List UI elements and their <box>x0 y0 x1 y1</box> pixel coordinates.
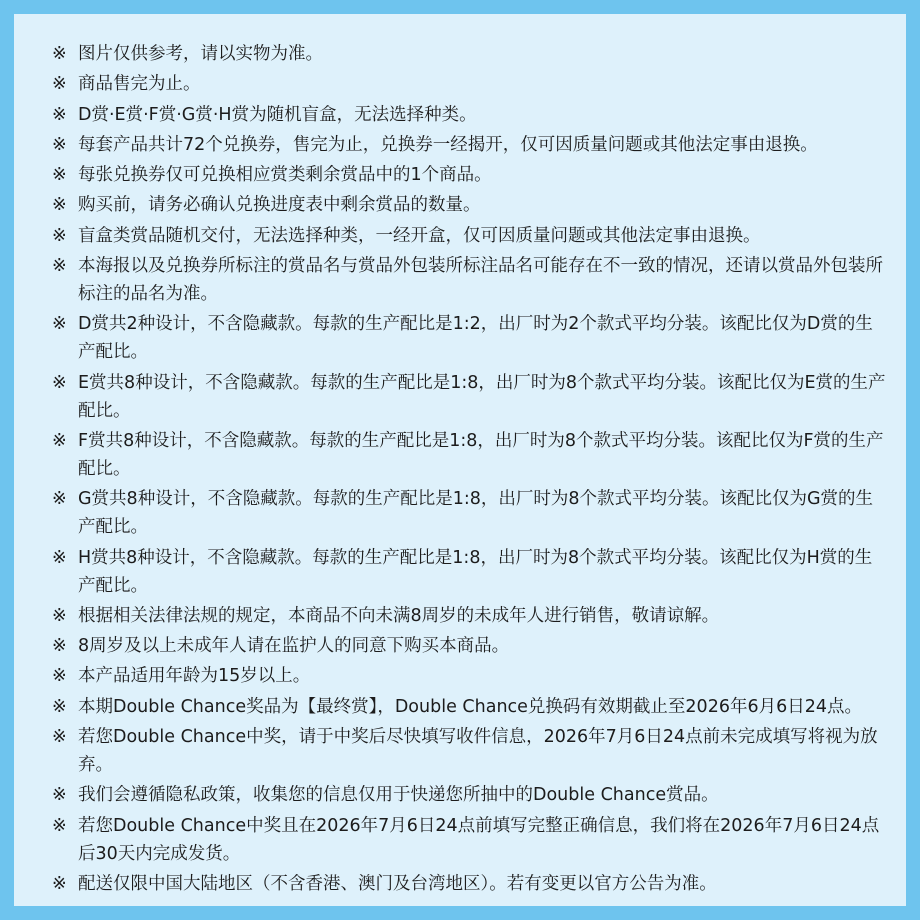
notice-text: 配送仅限中国大陆地区（不含香港、澳门及台湾地区）。若有变更以官方公告为准。 <box>78 873 717 894</box>
reference-mark-icon: ※ <box>52 195 67 216</box>
reference-mark-icon: ※ <box>52 225 67 246</box>
notice-text: 盲盒类赏品随机交付，无法选择种类，一经开盒，仅可因质量问题或其他法定事由退换。 <box>78 225 761 246</box>
reference-mark-icon: ※ <box>52 256 67 277</box>
reference-mark-icon: ※ <box>52 44 67 64</box>
reference-mark-icon: ※ <box>52 74 67 95</box>
reference-mark-icon: ※ <box>52 636 67 657</box>
notice-panel <box>14 14 906 906</box>
reference-mark-icon: ※ <box>52 314 67 335</box>
notice-item <box>52 40 886 68</box>
notice-text: 每套产品共计72个兑换券，售完为止，兑换券一经揭开，仅可因质量问题或其他法定事由退换。 <box>78 134 818 155</box>
notice-item <box>52 252 886 308</box>
notice-item <box>52 70 886 98</box>
notice-text: D赏共2种设计，不含隐藏款。每款的生产配比是1:2，出厂时为2个款式平均分装。该配比仅为D赏的生产配比。 <box>78 314 873 363</box>
notice-text: 我们会遵循隐私政策，收集您的信息仅用于快递您所抽中的Double Chance赏品。 <box>78 785 719 806</box>
notice-item <box>52 191 886 219</box>
notice-item <box>52 369 886 425</box>
notice-item <box>52 723 886 779</box>
reference-mark-icon: ※ <box>52 873 67 894</box>
notice-item <box>52 812 886 868</box>
notice-text: 本海报以及兑换券所标注的赏品名与赏品外包装所标注品名可能存在不一致的情况，还请以赏品外包装所标注的品名为准。 <box>78 256 883 305</box>
notice-text: 8周岁及以上未成年人请在监护人的同意下购买本商品。 <box>78 636 510 657</box>
reference-mark-icon: ※ <box>52 104 67 125</box>
notice-item <box>52 427 886 483</box>
reference-mark-icon: ※ <box>52 134 67 155</box>
reference-mark-icon: ※ <box>52 489 67 510</box>
notice-item <box>52 101 886 129</box>
reference-mark-icon: ※ <box>52 696 67 717</box>
notice-text: 若您Double Chance中奖，请于中奖后尽快填写收件信息，2026年7月6日24点前未完成填写将视为放弃。 <box>78 727 878 776</box>
reference-mark-icon: ※ <box>52 605 67 626</box>
reference-mark-icon: ※ <box>52 785 67 806</box>
notice-text: E赏共8种设计，不含隐藏款。每款的生产配比是1:8，出厂时为8个款式平均分装。该配比仅为E赏的生产配比。 <box>78 372 886 421</box>
notice-item <box>52 781 886 809</box>
reference-mark-icon: ※ <box>52 815 67 836</box>
notice-list <box>52 40 886 898</box>
reference-mark-icon: ※ <box>52 430 67 451</box>
notice-item <box>52 131 886 159</box>
notice-text: D赏·E赏·F赏·G赏·H赏为随机盲盒，无法选择种类。 <box>78 104 477 125</box>
notice-item <box>52 161 886 189</box>
notice-text: 本期Double Chance奖品为【最终赏】，Double Chance兑换码有效期截止至2026年6月6日24点。 <box>78 696 862 717</box>
reference-mark-icon: ※ <box>52 165 67 186</box>
notice-item <box>52 662 886 690</box>
notice-text: 图片仅供参考，请以实物为准。 <box>78 44 323 64</box>
notice-item <box>52 870 886 898</box>
notice-item <box>52 222 886 250</box>
notice-item <box>52 485 886 541</box>
notice-text: 每张兑换券仅可兑换相应赏类剩余赏品中的1个商品。 <box>78 165 492 186</box>
notice-text: 商品售完为止。 <box>78 74 201 95</box>
notice-text: 购买前，请务必确认兑换进度表中剩余赏品的数量。 <box>78 195 481 216</box>
notice-item <box>52 693 886 721</box>
reference-mark-icon: ※ <box>52 666 67 687</box>
reference-mark-icon: ※ <box>52 372 67 393</box>
notice-text: 根据相关法律法规的规定，本商品不向未满8周岁的未成年人进行销售，敬请谅解。 <box>78 605 720 626</box>
notice-text: F赏共8种设计，不含隐藏款。每款的生产配比是1:8，出厂时为8个款式平均分装。该配比仅为F赏的生产配比。 <box>78 430 884 479</box>
notice-item <box>52 310 886 366</box>
notice-item <box>52 544 886 600</box>
notice-text: 本产品适用年龄为15岁以上。 <box>78 666 311 687</box>
notice-item <box>52 632 886 660</box>
reference-mark-icon: ※ <box>52 727 67 748</box>
notice-text: H赏共8种设计，不含隐藏款。每款的生产配比是1:8，出厂时为8个款式平均分装。该配比仅为H赏的生产配比。 <box>78 547 873 596</box>
reference-mark-icon: ※ <box>52 547 67 568</box>
notice-text: G赏共8种设计，不含隐藏款。每款的生产配比是1:8，出厂时为8个款式平均分装。该配比仅为G赏的生产配比。 <box>78 489 874 538</box>
notice-item <box>52 602 886 630</box>
notice-text: 若您Double Chance中奖且在2026年7月6日24点前填写完整正确信息，我们将在2026年7月6日24点后30天内完成发货。 <box>78 815 880 864</box>
